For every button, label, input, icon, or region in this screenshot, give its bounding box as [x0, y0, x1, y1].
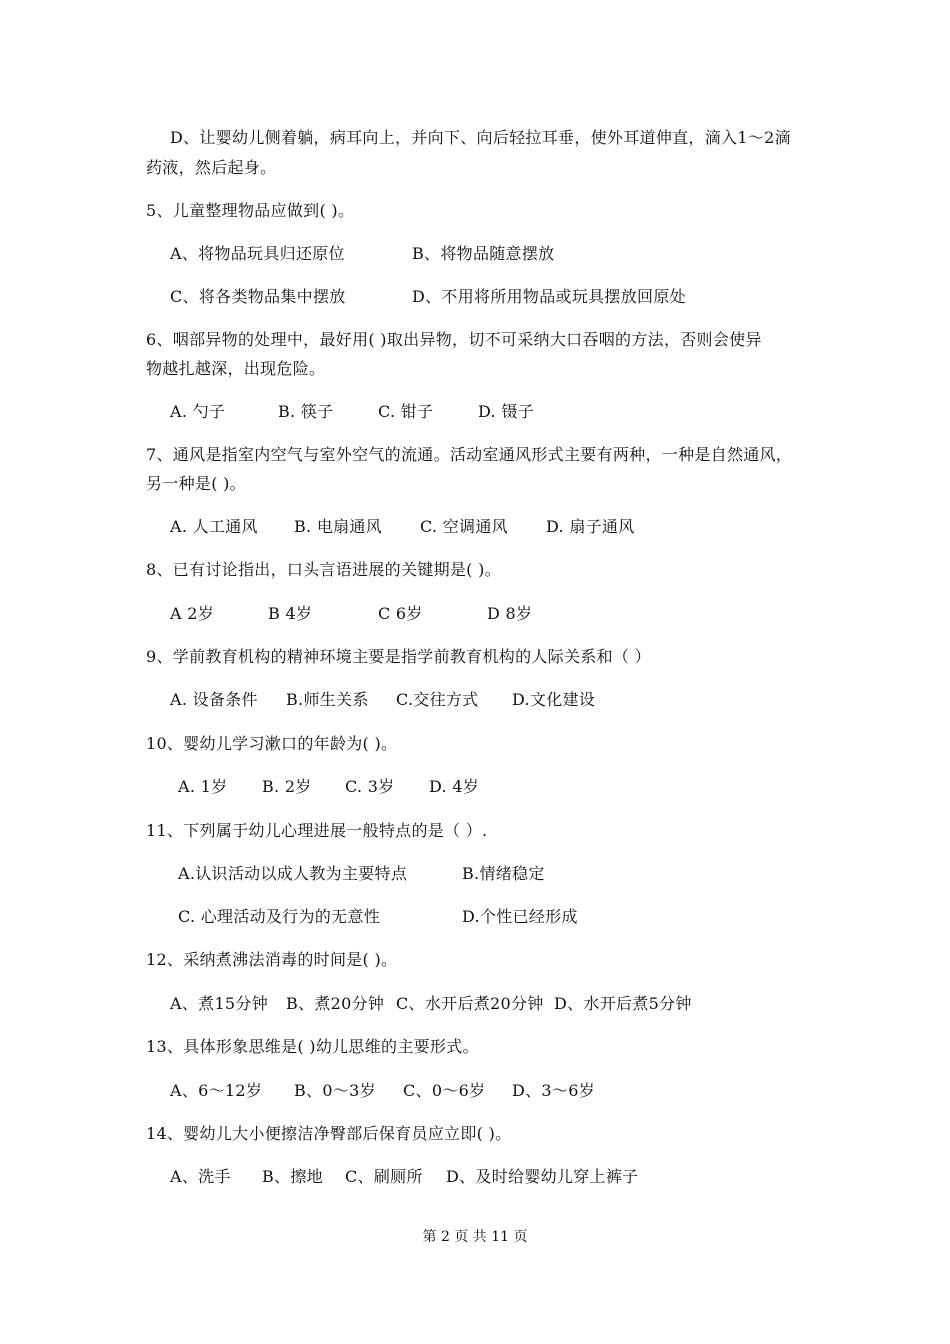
q10-option-d: D. 4岁: [429, 777, 480, 796]
q10-option-b: B. 2岁: [262, 777, 312, 796]
q12-option-b: B、煮20分钟: [286, 994, 385, 1013]
question-7-line1: 7、通风是指室内空气与室外空气的流通。活动室通风形式主要有两种，一种是自然通风，: [146, 445, 793, 464]
q11-option-a: A.认识活动以成人教为主要特点: [178, 864, 408, 883]
question-13: 13、具体形象思维是( )幼儿思维的主要形式。: [146, 1037, 479, 1056]
q7-option-d: D. 扇子通风: [546, 517, 635, 536]
q11-option-b: B.情绪稳定: [462, 864, 545, 883]
q14-option-d: D、及时给婴幼儿穿上裤子: [446, 1167, 639, 1186]
q8-option-c: C 6岁: [378, 604, 423, 623]
q13-option-b: B、0～3岁: [294, 1081, 376, 1100]
q8-option-d: D 8岁: [487, 604, 533, 623]
q5-option-d: D、不用将所用物品或玩具摆放回原处: [412, 287, 686, 306]
q12-option-c: C、水开后煮20分钟: [396, 994, 544, 1013]
q7-option-c: C. 空调通风: [420, 517, 508, 536]
q6-option-b: B. 筷子: [278, 402, 334, 421]
question-5: 5、儿童整理物品应做到( )。: [146, 201, 355, 220]
q13-option-a: A、6～12岁: [170, 1081, 263, 1100]
q7-option-a: A. 人工通风: [170, 517, 258, 536]
q5-option-b: B、将物品随意摆放: [412, 244, 555, 263]
q9-option-c: C.交往方式: [396, 690, 479, 709]
q8-option-a: A 2岁: [170, 604, 215, 623]
question-7-line2: 另一种是( )。: [146, 474, 246, 493]
question-14: 14、婴幼儿大小便擦洁净臀部后保育员应立即( )。: [146, 1124, 512, 1143]
question-6-line2: 物越扎越深，出现危险。: [146, 359, 326, 378]
q6-option-d: D. 镊子: [478, 402, 534, 421]
question-9: 9、学前教育机构的精神环境主要是指学前教育机构的人际关系和（ ）: [146, 647, 651, 666]
q10-option-c: C. 3岁: [345, 777, 395, 796]
q8-option-b: B 4岁: [268, 604, 313, 623]
q4-option-d-line2: 药液，然后起身。: [146, 158, 277, 177]
question-11: 11、下列属于幼儿心理进展一般特点的是（ ）.: [146, 821, 488, 840]
question-6-line1: 6、咽部异物的处理中，最好用( )取出异物，切不可采纳大口吞咽的方法，否则会使异: [146, 330, 762, 349]
q12-option-a: A、煮15分钟: [170, 994, 269, 1013]
q9-option-d: D.文化建设: [512, 690, 596, 709]
q11-option-c: C. 心理活动及行为的无意性: [178, 907, 381, 926]
q6-option-a: A. 勺子: [170, 402, 226, 421]
question-12: 12、采纳煮沸法消毒的时间是( )。: [146, 950, 398, 969]
question-10: 10、婴幼儿学习漱口的年龄为( )。: [146, 734, 398, 753]
question-8: 8、已有讨论指出，口头言语进展的关键期是( )。: [146, 560, 501, 579]
q10-option-a: A. 1岁: [178, 777, 228, 796]
q11-option-d: D.个性已经形成: [462, 907, 578, 926]
q12-option-d: D、水开后煮5分钟: [554, 994, 692, 1013]
q14-option-a: A、洗手: [170, 1167, 231, 1186]
page-footer: 第 2 页 共 11 页: [422, 1229, 528, 1245]
q13-option-d: D、3～6岁: [512, 1081, 595, 1100]
q5-option-a: A、将物品玩具归还原位: [170, 244, 345, 263]
q9-option-b: B.师生关系: [286, 690, 369, 709]
q7-option-b: B. 电扇通风: [294, 517, 383, 536]
q6-option-c: C. 钳子: [378, 402, 434, 421]
q4-option-d-line1: D、让婴幼儿侧着躺，病耳向上，并向下、向后轻拉耳垂，使外耳道伸直，滴入1～2滴: [170, 128, 791, 147]
q14-option-c: C、刷厕所: [345, 1167, 423, 1186]
q14-option-b: B、擦地: [262, 1167, 323, 1186]
q13-option-c: C、0～6岁: [403, 1081, 486, 1100]
q5-option-c: C、将各类物品集中摆放: [170, 287, 346, 306]
q9-option-a: A. 设备条件: [170, 690, 258, 709]
